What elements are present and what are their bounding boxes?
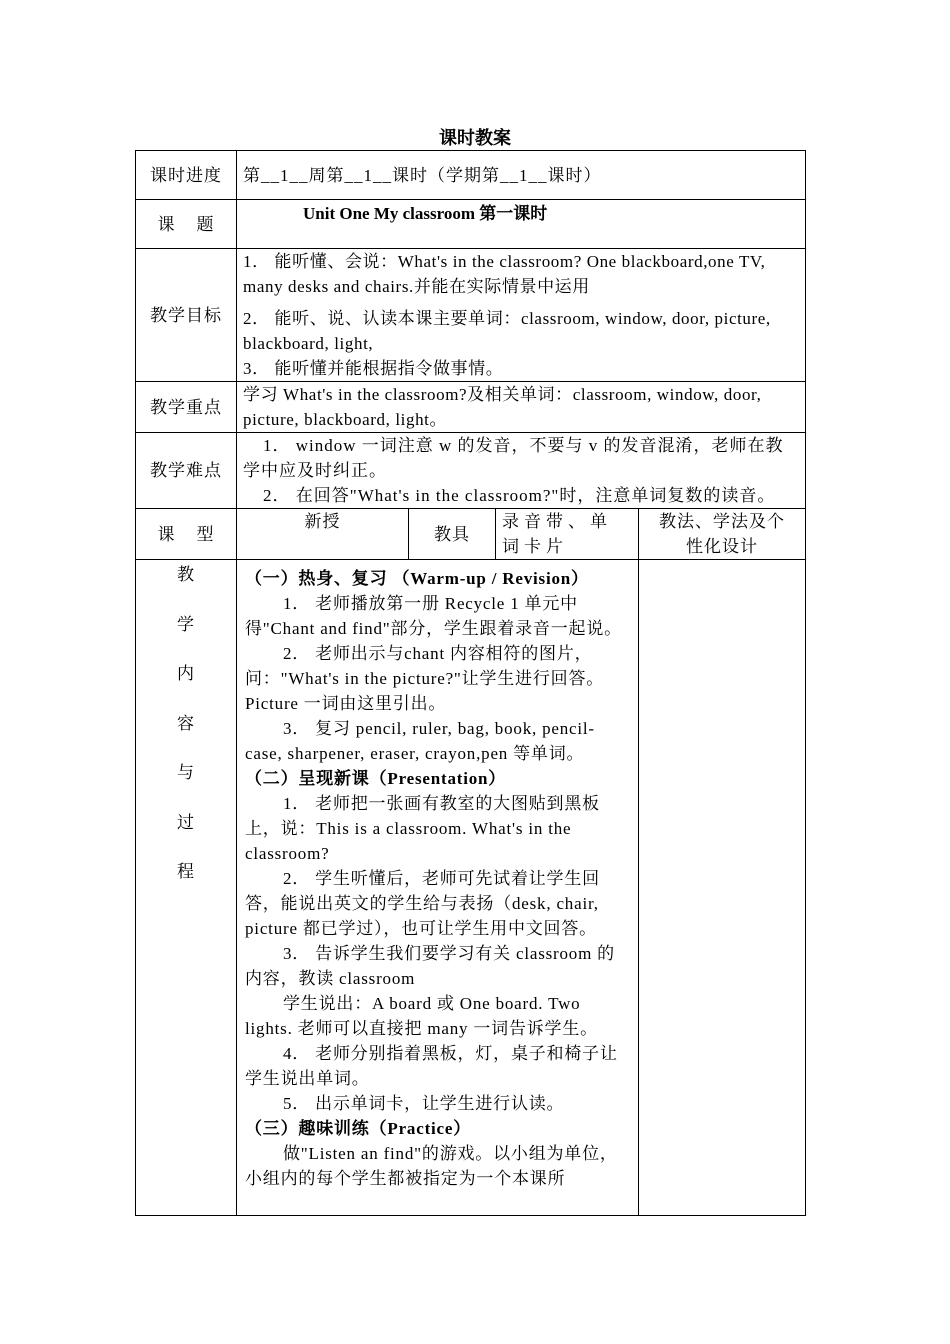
process-label-char: 过	[177, 812, 195, 832]
schedule-value: 第__1__周第__1__课时（学期第__1__课时）	[237, 151, 806, 200]
difficulties-row	[136, 433, 806, 509]
process-content	[237, 560, 639, 1216]
objective-item: 1． 能听懂、会说：What's in the classroom? One blackboard,one TV, many desks and chairs.并能在实际情景中运用	[243, 252, 766, 296]
process-label-char: 与	[177, 763, 195, 782]
section-paragraph: 3． 告诉学生我们要学习有关 classroom 的内容，教读 classroom	[245, 944, 615, 988]
key-points-row	[136, 382, 806, 433]
process-label-char: 程	[177, 862, 195, 881]
schedule-label: 课时进度	[136, 151, 237, 200]
schedule-row	[136, 151, 806, 200]
process-label-char: 容	[177, 713, 195, 733]
difficulties-cell	[237, 433, 806, 509]
section-paragraph: 2． 老师出示与chant 内容相符的图片，问："What's in the picture?"让学生进行回答。Picture 一词由这里引出。	[245, 644, 605, 713]
process-label-char: 内	[177, 664, 195, 683]
process-row	[136, 560, 806, 1216]
difficulty-item: 1． window 一词注意 w 的发音，不要与 v 的发音混淆，老师在教学中应及时纠正。	[243, 436, 784, 480]
section-heading: （一）热身、复习 （Warm-up / Revision）	[245, 569, 589, 588]
section-paragraph: 3． 复习 pencil, ruler, bag, book, pencil-case, sharpener, eraser, crayon,pen 等单词。	[245, 719, 595, 763]
objective-item: 3． 能听懂并能根据指令做事情。	[243, 359, 504, 378]
difficulty-item: 2． 在回答"What's in the classroom?"时，注意单词复数的读音。	[263, 486, 776, 505]
lesson-type-label: 课 型	[136, 509, 237, 560]
section-paragraph: 4． 老师分别指着黑板，灯，桌子和椅子让学生说出单词。	[245, 1044, 618, 1088]
objective-item: 2． 能听、说、认读本课主要单词：classroom, window, door, picture, blackboard, light,	[243, 309, 771, 353]
process-label-char: 教	[177, 565, 195, 584]
process-label	[136, 560, 237, 1216]
lesson-plan-table	[135, 150, 806, 1216]
section-paragraph: 5． 出示单词卡，让学生进行认读。	[283, 1094, 565, 1113]
section-paragraph: 1． 老师把一张画有教室的大图贴到黑板上，说：This is a classroom. What's in the classroom?	[245, 794, 600, 863]
key-points-label: 教学重点	[136, 382, 237, 433]
section-heading: （三）趣味训练（Practice）	[245, 1119, 472, 1138]
section-paragraph: 做"Listen an find"的游戏。以小组为单位，小组内的每个学生都被指定为一个本课所	[245, 1144, 618, 1188]
section-heading: （二）呈现新课（Presentation）	[245, 769, 507, 788]
process-label-char: 学	[177, 614, 195, 634]
key-points-value: 学习 What's in the classroom?及相关单词：classroom, window, door, picture, blackboard, light。	[237, 382, 806, 433]
section-paragraph: 学生说出：A board 或 One board. Two lights. 老师可以直接把 many 一词告诉学生。	[245, 994, 598, 1038]
methods-label: 教法、学法及个性化设计	[639, 509, 806, 560]
aids-label: 教具	[409, 509, 496, 560]
difficulties-label: 教学难点	[136, 433, 237, 509]
page-title: 课时教案	[439, 128, 511, 148]
section-paragraph: 1． 老师播放第一册 Recycle 1 单元中得"Chant and find"部分，学生跟着录音一起说。	[245, 594, 622, 638]
aids-value: 录音带、单词卡片	[496, 509, 639, 560]
topic-value: Unit One My classroom 第一课时	[237, 200, 806, 249]
objectives-row	[136, 249, 806, 382]
topic-label: 课 题	[136, 200, 237, 249]
section-paragraph: 2． 学生听懂后，老师可先试着让学生回答，能说出英文的学生给与表扬（desk, chair, picture 都已学过），也可让学生用中文回答。	[245, 869, 600, 938]
objectives-label: 教学目标	[136, 249, 237, 382]
objectives-cell	[237, 249, 806, 382]
lesson-type-value: 新授	[237, 509, 409, 560]
methods-cell	[639, 560, 806, 1216]
topic-row	[136, 200, 806, 249]
lesson-type-row	[136, 509, 806, 560]
